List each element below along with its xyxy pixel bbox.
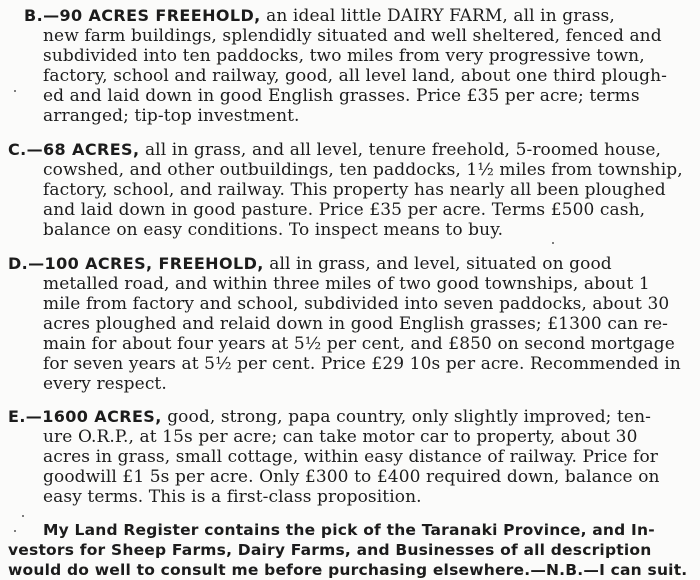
listing-line: acres in grass, small cottage, within easy distance of railway. Price for [43, 447, 658, 467]
listing-text: good, strong, papa country, only slightly improved; ten- [161, 407, 651, 427]
listing-heading: C.—68 ACRES, [8, 140, 140, 159]
listing-line: main for about four years at 5½ per cent, and £850 on second mortgage [43, 334, 675, 354]
listing-line: and laid down in good pasture. Price £35 per acre. Terms £500 cash, [43, 200, 646, 220]
listing-line [8, 254, 612, 274]
listing-line: factory, school and railway, good, all level land, about one third plough- [43, 66, 668, 86]
listing-line: metalled road, and within three miles of two good townships, about 1 [43, 274, 650, 294]
listing-line: balance on easy conditions. To inspect means to buy. [43, 220, 504, 240]
listing-line: mile from factory and school, subdivided into seven paddocks, about 30 [43, 294, 670, 314]
listing-heading: D.—100 ACRES, FREEHOLD, [8, 254, 264, 273]
listing-line: acres ploughed and relaid down in good English grasses; £1300 can re- [43, 314, 668, 334]
listing-line [24, 6, 615, 26]
listing-line: factory, school, and railway. This property has nearly all been ploughed [43, 180, 666, 200]
listing-text: all in grass, and all level, tenure freehold, 5-roomed house, [139, 140, 662, 160]
listing-line: for seven years at 5½ per cent. Price £29 10s per acre. Recommended in [43, 354, 681, 374]
listing-line: ure O.R.P., at 15s per acre; can take motor car to property, about 30 [43, 427, 638, 447]
footer-line: My Land Register contains the pick of the Taranaki Province, and In- [43, 521, 655, 539]
listing-text: an ideal little DAIRY FARM, all in grass, [260, 6, 615, 26]
listing-line [8, 140, 661, 160]
print-speck [14, 90, 16, 92]
footer-line: would do well to consult me before purchasing elsewhere.—N.B.—I can suit. [8, 561, 688, 579]
listing-heading: E.—1600 ACRES, [8, 407, 162, 426]
listing-line: cowshed, and other outbuildings, ten paddocks, 1½ miles from township, [43, 160, 683, 180]
listing-line [8, 407, 651, 427]
listing-heading: B.—90 ACRES FREEHOLD, [24, 6, 261, 25]
print-speck [22, 515, 24, 517]
print-speck [14, 530, 16, 532]
listing-line: new farm buildings, splendidly situated and well sheltered, fenced and [43, 26, 662, 46]
footer-line: vestors for Sheep Farms, Dairy Farms, and Businesses of all description [8, 541, 652, 559]
listing-text: all in grass, and level, situated on good [263, 254, 612, 274]
listing-line: every respect. [43, 374, 167, 394]
listing-line: ed and laid down in good English grasses. Price £35 per acre; terms [43, 86, 640, 106]
print-speck [552, 242, 554, 244]
listing-line: goodwill £1 5s per acre. Only £300 to £400 required down, balance on [43, 467, 660, 487]
listing-line: subdivided into ten paddocks, two miles from very progressive town, [43, 46, 645, 66]
listing-line: easy terms. This is a first-class proposition. [43, 487, 422, 507]
listing-line: arranged; tip-top investment. [43, 106, 300, 126]
